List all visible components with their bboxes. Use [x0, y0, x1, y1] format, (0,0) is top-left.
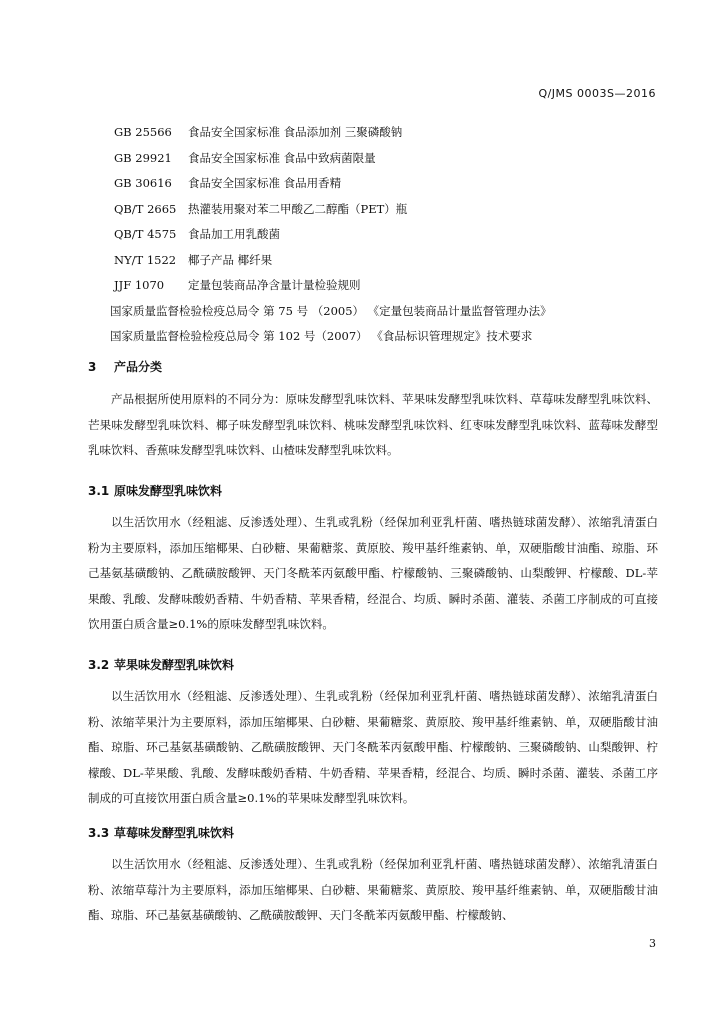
- section-heading-3: [88, 358, 162, 375]
- reference-code: QB/T 4575: [114, 227, 177, 241]
- reference-title: 食品安全国家标准 食品用香精: [188, 176, 342, 190]
- section-title: 草莓味发酵型乳味饮料: [114, 826, 235, 840]
- section-3-2-paragraph: 以生活饮用水（经粗滤、反渗透处理）、生乳或乳粉（经保加利亚乳杆菌、嗜热链球菌发酵）、浓缩乳清蛋白粉、浓缩苹果汁为主要原料，添加压缩椰果、白砂糖、果葡糖浆、黄原胶、羧甲基纤维素钠、单，双硬脂酸甘油酯、琼脂、环己基氨基磺酸钠、乙酰磺胺酸钾、天门冬酰苯丙氨酸甲酯、柠檬酸钠、三聚磷酸钠、山梨酸钾、柠檬酸、DL-苹果酸、乳酸、发酵味酸奶香精、牛奶香精、苹果香精，经混合、均质、瞬时杀菌、灌装、杀菌工序制成的可直接饮用蛋白质含量≥0.1%的苹果味发酵型乳味饮料。: [88, 689, 658, 805]
- reference-row: [114, 222, 674, 248]
- reference-title: 食品安全国家标准 食品添加剂 三聚磷酸钠: [188, 125, 403, 139]
- section-title: 产品分类: [114, 360, 163, 374]
- section-heading-3-1: [88, 482, 222, 499]
- section-heading-3-2: [88, 656, 234, 673]
- reference-row: [114, 197, 674, 223]
- section-3-1-paragraph: 以生活饮用水（经粗滤、反渗透处理）、生乳或乳粉（经保加利亚乳杆菌、嗜热链球菌发酵）、浓缩乳清蛋白粉为主要原料，添加压缩椰果、白砂糖、果葡糖浆、黄原胶、羧甲基纤维素钠、单，双硬脂酸甘油酯、琼脂、环己基氨基磺酸钠、乙酰磺胺酸钾、天门冬酰苯丙氨酸甲酯、柠檬酸钠、三聚磷酸钠、山梨酸钾、柠檬酸、DL-苹果酸、乳酸、发酵味酸奶香精、牛奶香精、苹果香精，经混合、均质、瞬时杀菌、灌装、杀菌工序制成的可直接饮用蛋白质含量≥0.1%的原味发酵型乳味饮料。: [88, 515, 658, 631]
- reference-title: 定量包装商品净含量计量检验规则: [188, 278, 361, 292]
- reference-full-text: 国家质量监督检验检疫总局令 第 75 号 （2005） 《定量包装商品计量监督管理办法》: [110, 303, 552, 318]
- section-title: 苹果味发酵型乳味饮料: [114, 658, 235, 672]
- reference-row: [114, 146, 674, 172]
- section-3-paragraph: 产品根据所使用原料的不同分为：原味发酵型乳味饮料、苹果味发酵型乳味饮料、草莓味发酵型乳味饮料、芒果味发酵型乳味饮料、椰子味发酵型乳味饮料、桃味发酵型乳味饮料、红枣味发酵型乳味饮料、蓝莓味发酵型乳味饮料、香蕉味发酵型乳味饮料、山楂味发酵型乳味饮料。: [88, 392, 658, 457]
- reference-row: [114, 273, 674, 299]
- normative-references: [110, 120, 674, 350]
- section-title: 原味发酵型乳味饮料: [114, 484, 223, 498]
- reference-title: 食品加工用乳酸菌: [188, 227, 280, 241]
- header-standard-code: Q/JMS 0003S—2016: [538, 87, 656, 100]
- reference-code: GB 30616: [114, 176, 172, 190]
- page-number: 3: [649, 937, 656, 950]
- reference-row-full: [110, 324, 674, 350]
- section-heading-3-3: [88, 824, 234, 841]
- reference-title: 热灌装用聚对苯二甲酸乙二醇酯（PET）瓶: [188, 201, 408, 216]
- section-number: 3.2: [88, 658, 110, 672]
- section-number: 3.1: [88, 484, 110, 498]
- reference-code: GB 29921: [114, 150, 172, 165]
- reference-code: JJF 1070: [114, 278, 165, 292]
- section-number: 3: [88, 360, 97, 374]
- section-3-3-paragraph: 以生活饮用水（经粗滤、反渗透处理）、生乳或乳粉（经保加利亚乳杆菌、嗜热链球菌发酵）、浓缩乳清蛋白粉、浓缩草莓汁为主要原料，添加压缩椰果、白砂糖、果葡糖浆、黄原胶、羧甲基纤维素钠、单，双硬脂酸甘油酯、琼脂、环己基氨基磺酸钠、乙酰磺胺酸钾、天门冬酰苯丙氨酸甲酯、柠檬酸钠、: [88, 857, 658, 922]
- reference-code: GB 25566: [114, 125, 172, 139]
- reference-code: QB/T 2665: [114, 201, 177, 216]
- reference-row-full: [110, 299, 674, 325]
- reference-title: 食品安全国家标准 食品中致病菌限量: [188, 150, 376, 165]
- section-number: 3.3: [88, 826, 110, 840]
- reference-title: 椰子产品 椰纤果: [188, 252, 273, 267]
- reference-row: [114, 120, 674, 146]
- reference-row: [114, 248, 674, 274]
- reference-row: [114, 171, 674, 197]
- reference-full-text: 国家质量监督检验检疫总局令 第 102 号（2007） 《食品标识管理规定》技术要求: [110, 329, 533, 343]
- reference-code: NY/T 1522: [114, 252, 177, 267]
